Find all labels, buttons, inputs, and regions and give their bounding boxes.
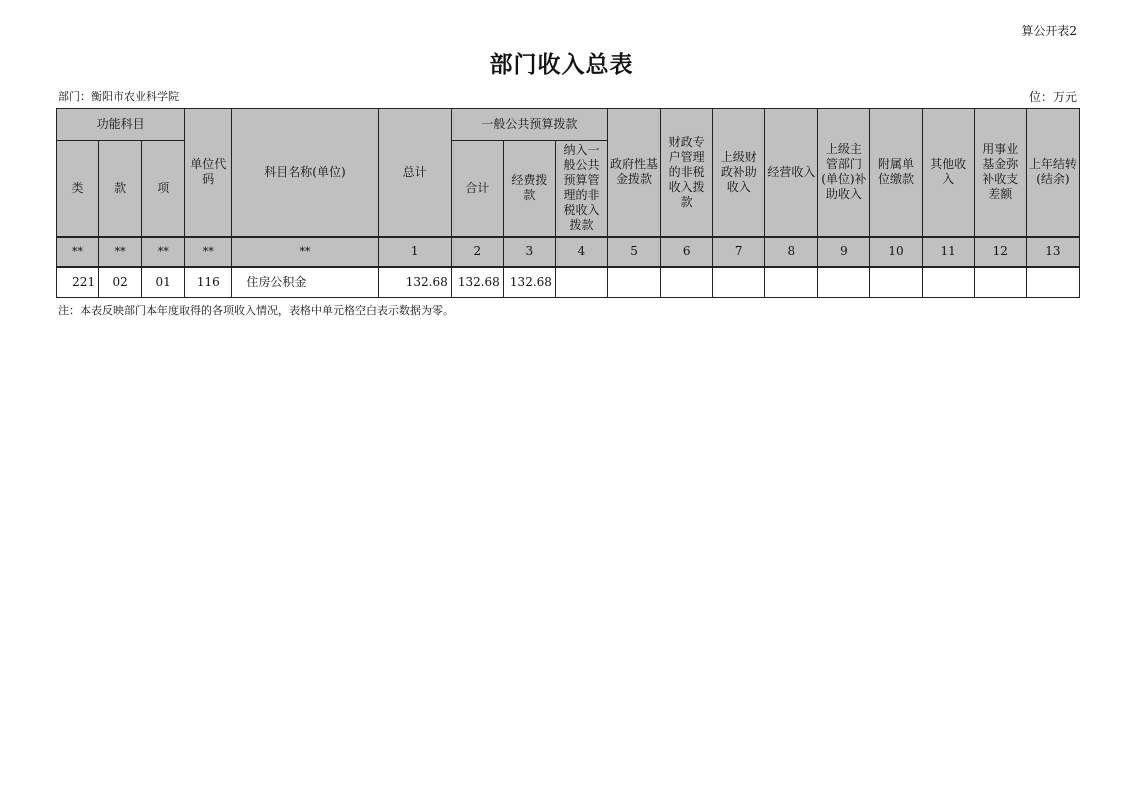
index-cell: ** xyxy=(57,237,99,267)
header-subject-name: 科目名称(单位) xyxy=(232,109,378,237)
header-superior-dept: 上级主管部门(单位)补助收入 xyxy=(818,109,870,237)
footnote: 注：本表反映部门本年度取得的各项收入情况，表格中单元格空白表示数据为零。 xyxy=(58,304,454,317)
header-unit-code: 单位代码 xyxy=(185,109,232,237)
index-cell: 6 xyxy=(661,237,713,267)
header-total: 总计 xyxy=(378,109,451,237)
header-general-budget: 一般公共预算拨款 xyxy=(451,109,607,141)
header-lei: 类 xyxy=(57,141,99,237)
index-cell: ** xyxy=(142,237,185,267)
index-cell: 7 xyxy=(713,237,765,267)
header-affiliated: 附属单位缴款 xyxy=(870,109,922,237)
index-cell: 2 xyxy=(451,237,503,267)
cell-total: 132.68 xyxy=(378,267,451,298)
header-carryover: 上年结转(结余) xyxy=(1026,109,1079,237)
income-table xyxy=(56,108,1080,298)
index-cell: 4 xyxy=(555,237,607,267)
header-kuan: 款 xyxy=(99,141,142,237)
index-cell: 8 xyxy=(765,237,818,267)
header-nontax: 纳入一般公共预算管理的非税收入拨款 xyxy=(555,141,607,237)
header-xiang: 项 xyxy=(142,141,185,237)
cell-other xyxy=(922,267,974,298)
cell-lei: 221 xyxy=(57,267,99,298)
index-cell: 12 xyxy=(974,237,1026,267)
header-superior-subsidy: 上级财政补助收入 xyxy=(713,109,765,237)
header-subtotal: 合计 xyxy=(451,141,503,237)
cell-reserve xyxy=(974,267,1026,298)
header-other: 其他收入 xyxy=(922,109,974,237)
index-cell: 13 xyxy=(1026,237,1079,267)
index-cell: 3 xyxy=(503,237,555,267)
index-row xyxy=(57,237,1080,267)
header-func-subject: 功能科目 xyxy=(57,109,185,141)
department-label: 部门：衡阳市农业科学院 xyxy=(58,90,179,103)
cell-carryover xyxy=(1026,267,1079,298)
header-gov-fund: 政府性基金拨款 xyxy=(608,109,661,237)
page-title: 部门收入总表 xyxy=(489,52,634,78)
cell-code: 116 xyxy=(185,267,232,298)
cell-funds: 132.68 xyxy=(503,267,555,298)
index-cell: ** xyxy=(99,237,142,267)
cell-kuan: 02 xyxy=(99,267,142,298)
index-cell: 9 xyxy=(818,237,870,267)
cell-nontax xyxy=(555,267,607,298)
index-cell: 10 xyxy=(870,237,922,267)
cell-xiang: 01 xyxy=(142,267,185,298)
index-cell: ** xyxy=(185,237,232,267)
unit-label: 位：万元 xyxy=(1028,90,1077,104)
cell-operating xyxy=(765,267,818,298)
cell-affiliated xyxy=(870,267,922,298)
index-cell: 1 xyxy=(378,237,451,267)
cell-superior-subsidy xyxy=(713,267,765,298)
cell-subtotal: 132.68 xyxy=(451,267,503,298)
header-reserve: 用事业基金弥补收支差额 xyxy=(974,109,1026,237)
index-cell: ** xyxy=(232,237,378,267)
index-cell: 11 xyxy=(922,237,974,267)
cell-gov-fund xyxy=(608,267,661,298)
table-row xyxy=(57,267,1080,298)
index-cell: 5 xyxy=(608,237,661,267)
header-funds: 经费拨款 xyxy=(503,141,555,237)
cell-name: 住房公积金 xyxy=(232,267,378,298)
cell-fiscal-special xyxy=(661,267,713,298)
header-fiscal-special: 财政专户管理的非税收入拨款 xyxy=(661,109,713,237)
header-operating: 经营收入 xyxy=(765,109,818,237)
cell-superior-dept xyxy=(818,267,870,298)
table-number: 算公开表2 xyxy=(1021,24,1077,38)
